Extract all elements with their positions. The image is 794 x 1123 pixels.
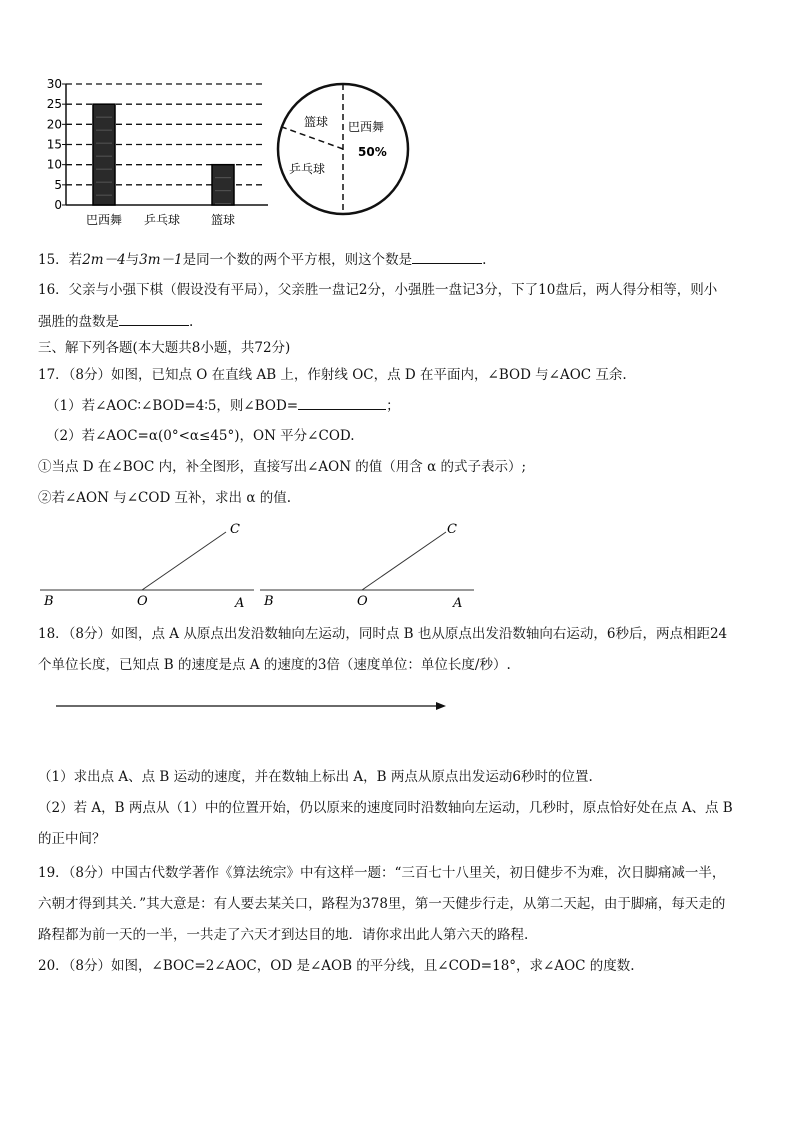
question-17: 17．（8分）如图，已知点 O 在直线 AB 上，作射线 OC，点 D 在平面内，∠BOD 与∠AOC 互余. xyxy=(38,367,627,383)
question-17-sub1: ①当点 D 在∠BOC 内，补全图形，直接写出∠AON 的值（用含 α 的式子表示）; xyxy=(38,459,527,475)
pie-chart xyxy=(270,80,420,222)
label-a: A xyxy=(453,596,463,611)
question-20: 20．（8分）如图，∠BOC=2∠AOC，OD 是∠AOB 的平分线，且∠COD=18°，求∠AOC 的度数. xyxy=(38,958,635,974)
question-18-line2: 个单位长度，已知点 B 的速度是点 A 的速度的3倍（速度单位：单位长度/秒）. xyxy=(38,657,511,673)
y-tick-label: 20 xyxy=(46,117,62,132)
question-18-part1: （1）求出点 A、点 B 运动的速度，并在数轴上标出 A，B 两点从原点出发运动6秒时的位置. xyxy=(38,769,593,785)
section-3-heading: 三、解下列各题(本大题共8小题，共72分) xyxy=(38,340,291,356)
pie-label-percent: 50% xyxy=(358,145,387,159)
label-b: B xyxy=(264,594,274,609)
answer-blank-17[interactable] xyxy=(298,396,386,410)
expression-3m-minus-1: 3m－1 xyxy=(139,252,183,268)
pie-label-brazilian-dance: 巴西舞 xyxy=(348,120,385,134)
label-a: A xyxy=(235,596,245,611)
ray-oc xyxy=(362,532,446,590)
label-c: C xyxy=(230,522,240,537)
label-o: O xyxy=(357,594,368,609)
bar-chart xyxy=(40,78,280,230)
question-18-part2-cont: 的正中间？ xyxy=(38,831,106,847)
ray-oc xyxy=(142,532,226,590)
answer-blank-16[interactable] xyxy=(119,312,189,326)
y-tick-label: 0 xyxy=(54,198,62,212)
x-category-label: 篮球 xyxy=(210,213,236,227)
question-15: 15．若2m－4与3m－1是同一个数的两个平方根，则这个数是 . xyxy=(38,252,487,268)
label-o: O xyxy=(137,594,148,609)
number-line xyxy=(52,690,452,738)
question-17-sub2: ②若∠AON 与∠COD 互补，求出 α 的值. xyxy=(38,490,292,506)
x-category-label: 乒乓球 xyxy=(143,213,181,227)
label-c: C xyxy=(447,522,457,537)
question-19-line1: 19．（8分）中国古代数学著作《算法统宗》中有这样一题：“三百七十八里关，初日健步不为难，次日脚痛减一半， xyxy=(38,865,726,881)
pie-label-table-tennis: 乒乓球 xyxy=(289,162,326,176)
x-category-label: 巴西舞 xyxy=(85,213,123,227)
label-b: B xyxy=(44,594,54,609)
figure-17-left xyxy=(36,516,260,612)
question-17-part2: （2）若∠AOC=α(0°<α≤45°)，ON 平分∠COD. xyxy=(46,428,355,444)
question-19-line2: 六朝才得到其关．”其大意是：有人要去某关口，路程为378里，第一天健步行走，从第二天起，由于脚痛，每天走的 xyxy=(38,896,726,912)
y-tick-label: 15 xyxy=(46,137,62,152)
y-tick-label: 25 xyxy=(46,97,62,112)
question-16-line1: 16．父亲与小强下棋（假设没有平局），父亲胜一盘记2分，小强胜一盘记3分，下了10盘后，两人得分相等，则小 xyxy=(38,282,718,298)
bar-2 xyxy=(212,165,234,205)
answer-blank-15[interactable] xyxy=(412,250,482,264)
question-18-line1: 18．（8分）如图，点 A 从原点出发沿数轴向左运动，同时点 B 也从原点出发沿数轴向右运动，6秒后，两点相距24 xyxy=(38,626,728,642)
bar-0 xyxy=(93,104,115,205)
question-16-line2: 强胜的盘数是 . xyxy=(38,314,194,330)
y-tick-label: 5 xyxy=(54,177,62,192)
question-18-part2: （2）若 A，B 两点从（1）中的位置开始，仍以原来的速度同时沿数轴向左运动，几秒时，原点恰好处在点 A、点 B xyxy=(38,800,733,816)
y-tick-label: 30 xyxy=(46,78,62,91)
number-line-arrow xyxy=(436,702,446,710)
question-17-part1: （1）若∠AOC∶∠BOD=4∶5，则∠BOD= ； xyxy=(46,398,400,414)
expression-2m-minus-4: 2m－4 xyxy=(82,252,126,268)
figure-17-right xyxy=(256,516,480,612)
pie-label-basketball: 篮球 xyxy=(304,115,329,129)
y-tick-label: 10 xyxy=(46,157,62,172)
pie-divider-diagonal xyxy=(282,127,343,149)
question-19-line3: 路程都为前一天的一半，一共走了六天才到达目的地．请你求出此人第六天的路程. xyxy=(38,927,529,943)
